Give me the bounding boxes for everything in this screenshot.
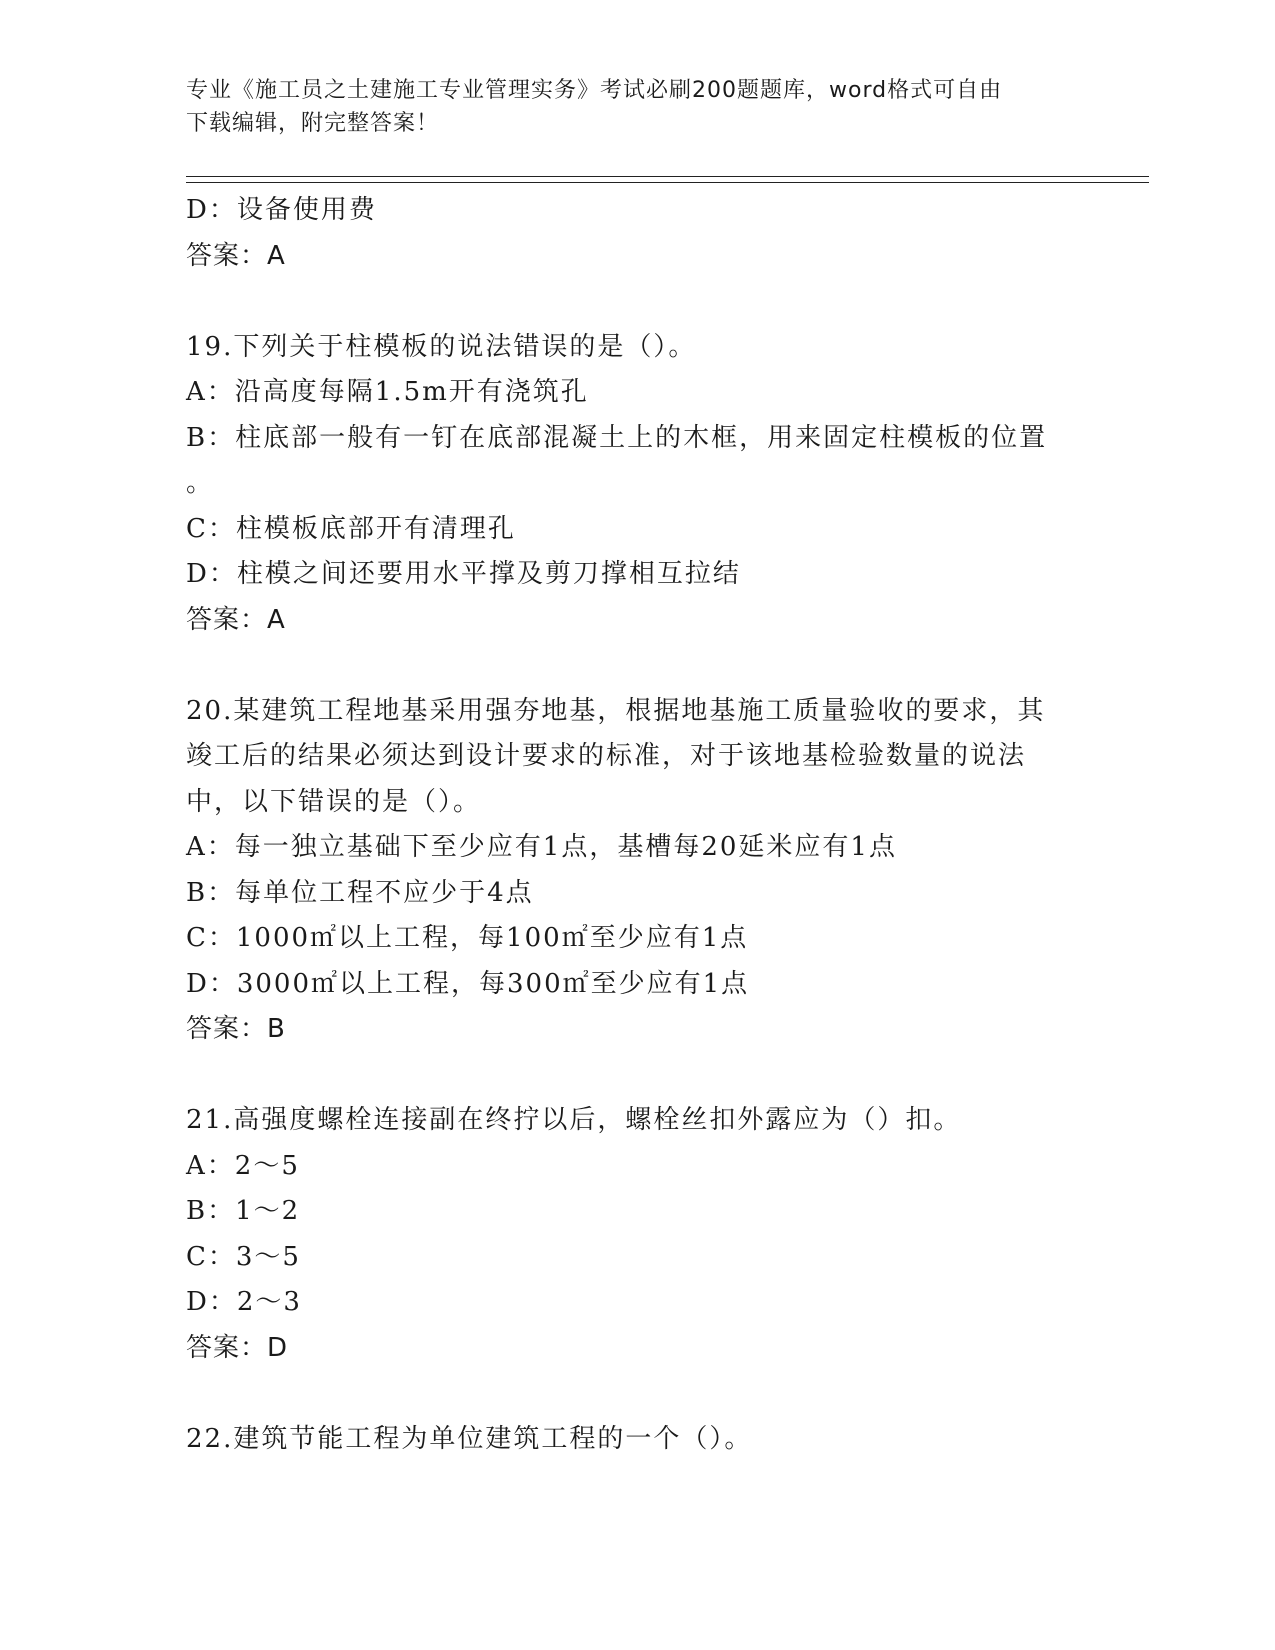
question-18-tail — [186, 188, 1086, 279]
question-22 — [186, 1417, 1086, 1463]
header-title-line-2: 下载编辑，附完整答案！ — [186, 111, 440, 136]
answer-line: 答案：A — [186, 604, 286, 635]
option-c: C：3～5 — [186, 1241, 301, 1272]
question-21 — [186, 1098, 1086, 1371]
answer-line: 答案：B — [186, 1014, 286, 1044]
option-d: D：2～3 — [186, 1287, 302, 1317]
option-b-continuation: 。 — [186, 468, 215, 498]
option-c: C：1000㎡以上工程，每100㎡至少应有1点 — [186, 923, 749, 953]
option-b: B：柱底部一般有一钉在底部混凝土上的木框，用来固定柱模板的位置 — [186, 422, 1048, 453]
question-stem: 21.高强度螺栓连接副在终拧以后，螺栓丝扣外露应为（）扣。 — [186, 1105, 962, 1135]
question-stem-continuation: 中，以下错误的是（）。 — [186, 786, 482, 817]
question-spacer — [186, 279, 1086, 325]
option-c: C：柱模板底部开有清理孔 — [186, 513, 516, 544]
question-stem: 19.下列关于柱模板的说法错误的是（）。 — [186, 331, 697, 362]
question-spacer — [186, 1371, 1086, 1417]
answer-line: 答案：A — [186, 240, 286, 271]
question-stem-continuation: 竣工后的结果必须达到设计要求的标准，对于该地基检验数量的说法 — [186, 741, 1027, 771]
question-spacer — [186, 643, 1086, 689]
question-19 — [186, 325, 1086, 644]
question-spacer — [186, 1053, 1086, 1099]
header-title-line-1: 专业《施工员之土建施工专业管理实务》考试必刷200题题库，word格式可自由 — [186, 78, 1003, 103]
header-divider-bottom — [186, 182, 1149, 183]
document-header — [186, 74, 1086, 140]
answer-line: 答案：D — [186, 1332, 289, 1363]
option-a: A：2～5 — [186, 1150, 300, 1181]
question-stem: 20.某建筑工程地基采用强夯地基，根据地基施工质量验收的要求，其 — [186, 695, 1046, 726]
option-d: D：柱模之间还要用水平撑及剪刀撑相互拉结 — [186, 559, 741, 589]
question-list — [186, 188, 1086, 1462]
option-d: D：设备使用费 — [186, 195, 377, 225]
option-a: A：沿高度每隔1.5m开有浇筑孔 — [186, 377, 589, 407]
question-20 — [186, 689, 1086, 1053]
question-stem: 22.建筑节能工程为单位建筑工程的一个（）。 — [186, 1423, 753, 1454]
option-d: D：3000㎡以上工程，每300㎡至少应有1点 — [186, 968, 750, 999]
header-divider-top — [186, 176, 1149, 177]
option-b: B：每单位工程不应少于4点 — [186, 877, 534, 908]
option-b: B：1～2 — [186, 1196, 301, 1226]
option-a: A：每一独立基础下至少应有1点，基槽每20延米应有1点 — [186, 832, 897, 862]
